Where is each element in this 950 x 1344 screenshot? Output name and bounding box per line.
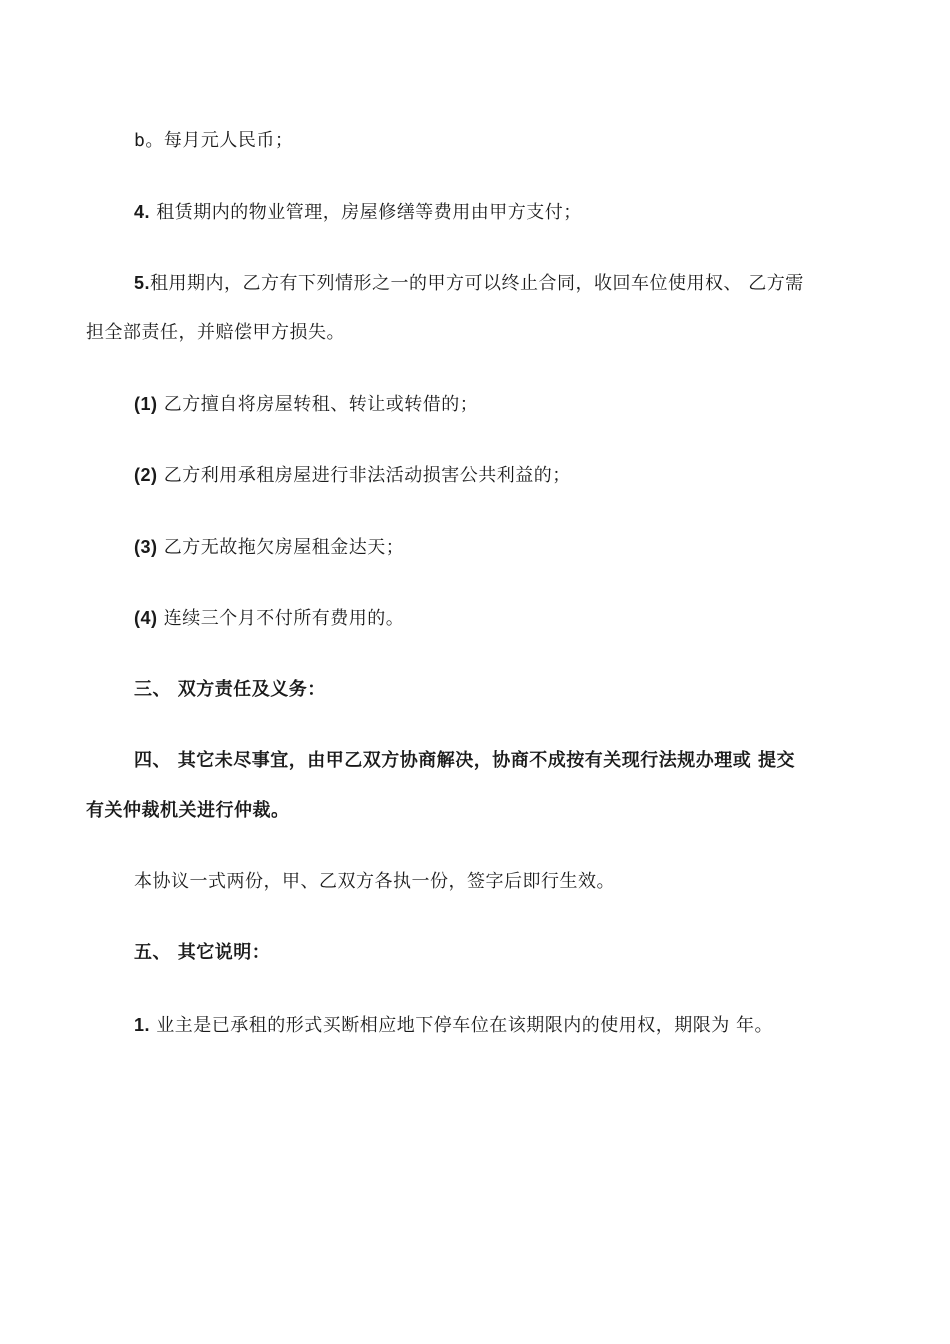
list-item-3 <box>134 536 404 559</box>
list-item-2 <box>134 464 571 487</box>
note-1 <box>134 1014 773 1037</box>
paragraph-5-line-1 <box>134 272 804 295</box>
item-text: 租用期内，乙方有下列情形之一的甲方可以终止合同，收回车位使用权、 乙方需 <box>150 273 804 294</box>
item-text: 业主是已承租的形式买断相应地下停车位在该期限内的使用权，期限为 年。 <box>156 1015 773 1036</box>
item-number: (2) <box>134 465 158 485</box>
paragraph-b <box>134 130 293 152</box>
item-text: 乙方利用承租房屋进行非法活动损害公共利益的； <box>163 465 571 486</box>
item-number: 5. <box>134 273 151 293</box>
item-number: 1. <box>134 1015 151 1035</box>
item-text: 乙方无故拖欠房屋租金达天； <box>163 537 405 558</box>
paragraph-4 <box>134 201 582 224</box>
item-text: 乙方擅自将房屋转租、转让或转借的； <box>163 394 479 415</box>
section-heading-5: 五、 其它说明： <box>134 942 271 963</box>
section-heading-4-line-2: 有关仲裁机关进行仲裁。 <box>86 800 290 821</box>
item-number: 4. <box>134 202 151 222</box>
item-number: (4) <box>134 608 158 628</box>
agreement-statement: 本协议一式两份，甲、乙双方各执一份，签字后即行生效。 <box>134 871 615 892</box>
section-heading-4-line-1: 四、 其它未尽事宜，由甲乙双方协商解决，协商不成按有关现行法规办理或 提交 <box>134 750 796 771</box>
section-heading-3: 三、 双方责任及义务： <box>134 679 326 700</box>
list-item-4 <box>134 607 404 630</box>
list-item-1 <box>134 393 478 416</box>
item-text: 。每月元人民币； <box>145 130 294 151</box>
item-text: 租赁期内的物业管理，房屋修缮等费用由甲方支付； <box>156 202 582 223</box>
item-number: (1) <box>134 394 158 414</box>
item-text: 连续三个月不付所有费用的。 <box>163 608 405 629</box>
item-number: (3) <box>134 537 158 557</box>
item-marker: b <box>134 130 146 151</box>
paragraph-5-line-2: 担全部责任，并赔偿甲方损失。 <box>86 322 345 343</box>
